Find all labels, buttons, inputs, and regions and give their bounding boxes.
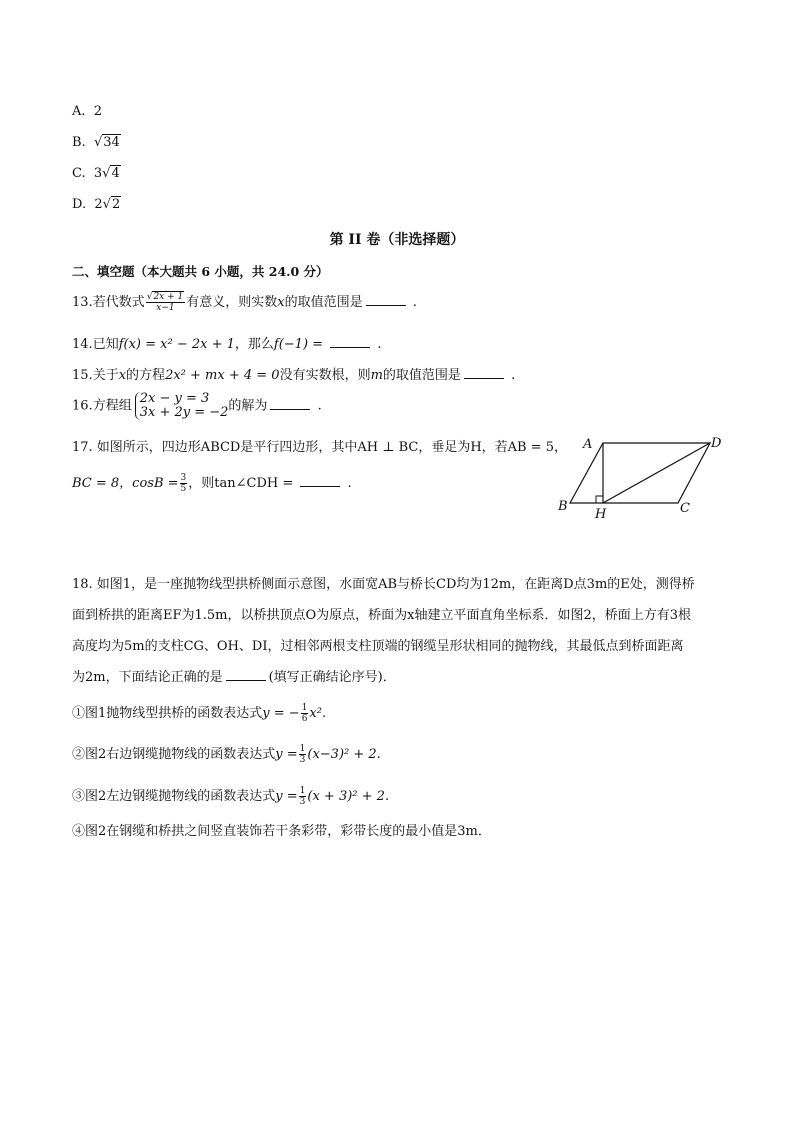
- option-d: D. 2√2: [72, 197, 121, 212]
- right-angle-mark: [596, 496, 603, 503]
- q18-option-4: ④图2在钢缆和桥拱之间竖直装饰若干条彩带，彩带长度的最小值是3m．: [72, 824, 491, 839]
- answer-blank: [330, 336, 370, 348]
- answer-blank: [300, 475, 340, 487]
- q18-option-1: ①图1抛物线型拱桥的函数表达式y = − $\frac{1}{6}$ x².: [72, 703, 327, 724]
- question-15: 15.关于x的方程2x² + mx + 4 = 0没有实数根，则m的取值范围是 .: [72, 368, 516, 383]
- question-13: 13.若代数式 $\frac{√2x + 1}{x-1}$ 有意义，则实数x的取值范围是 .: [72, 292, 417, 313]
- label-c: C: [680, 501, 690, 516]
- parallelogram-abcd: [570, 443, 710, 503]
- option-c: C. 3√4: [72, 166, 120, 181]
- question-18-line-3: 高度均为5m的支柱CG、OH、DI，过相邻两根支柱顶端的钢缆呈形状相同的抛物线，其最低点到桥面距离: [72, 639, 684, 654]
- label-h: H: [595, 507, 607, 522]
- question-14: 14.已知f(x) = x² − 2x + 1，那么f(−1) = .: [72, 337, 382, 352]
- answer-blank: [226, 669, 266, 681]
- q18-option-2: ②图2右边钢缆抛物线的函数表达式y = $\frac{1}{3}$ (x−3)² + 2.: [72, 744, 381, 765]
- option-a: A. 2: [72, 104, 103, 119]
- question-17-line-2: BC = 8，cosB = $\frac{3}{5}$ ，则tan∠CDH = .: [72, 473, 352, 494]
- label-d: D: [711, 436, 722, 451]
- question-17-line-1: 17. 如图所示，四边形ABCD是平行四边形，其中AH ⊥ BC，垂足为H，若AB = 5，: [72, 440, 568, 455]
- option-b: B. √34: [72, 135, 120, 150]
- part-title: 第 II 卷（非选择题）: [329, 232, 465, 248]
- question-18-line-2: 面到桥拱的距离EF为1.5m，以桥拱顶点O为原点，桥面为x轴建立平面直角坐标系．如图2，桥面上方有3根: [72, 608, 692, 623]
- label-b: B: [558, 499, 568, 514]
- answer-blank: [366, 294, 406, 306]
- question-16: 16.方程组 2x − y = 3 3x + 2y = −2 的解为 .: [72, 391, 322, 420]
- question-18-line-1: 18. 如图1，是一座抛物线型拱桥侧面示意图，水面宽AB与桥长CD均为12m，在距离D点3m的E处，测得桥: [72, 577, 695, 592]
- answer-blank: [464, 367, 504, 379]
- q18-option-3: ③图2左边钢缆抛物线的函数表达式y = $\frac{1}{3}$ (x + 3)² + 2.: [72, 786, 390, 807]
- answer-blank: [270, 398, 310, 410]
- parallelogram-figure: [550, 430, 730, 525]
- label-a: A: [583, 437, 593, 452]
- section-header: 二、填空题（本大题共 6 小题，共 24.0 分）: [72, 264, 329, 279]
- question-18-line-4: 为2m，下面结论正确的是 (填写正确结论序号)．: [72, 670, 396, 685]
